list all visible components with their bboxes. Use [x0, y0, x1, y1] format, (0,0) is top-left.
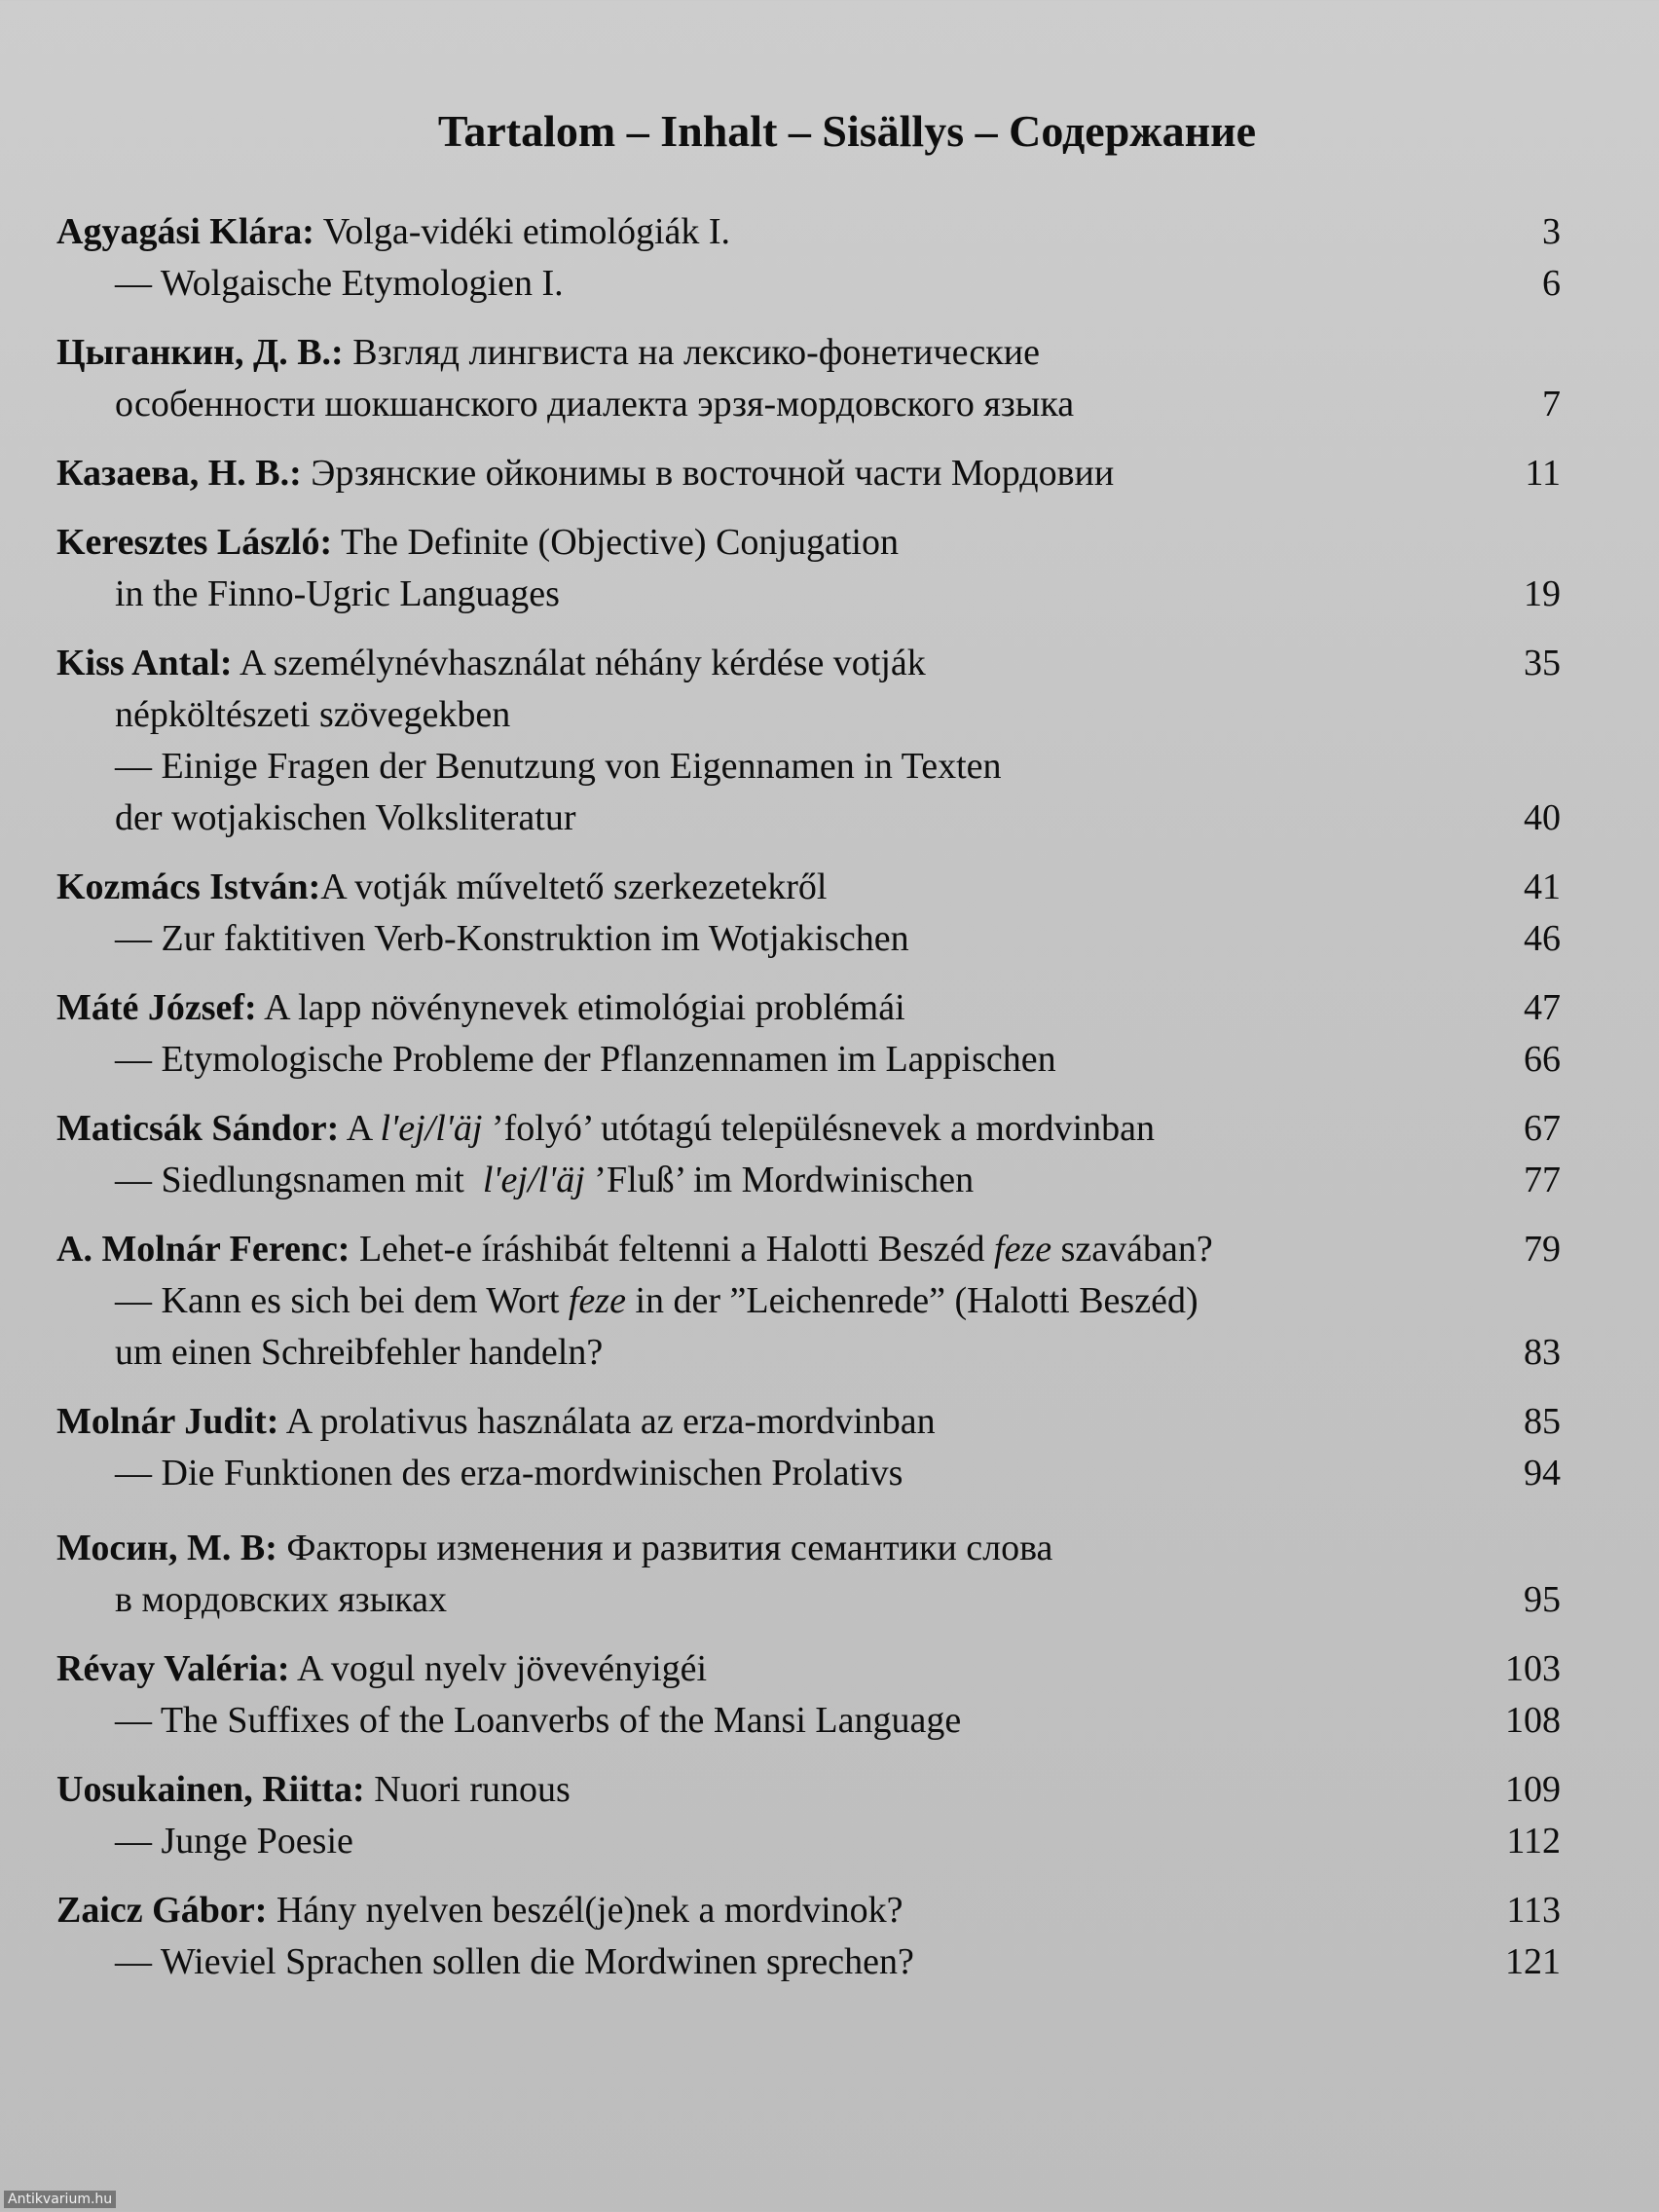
- toc-entry-line: [56, 379, 1561, 430]
- toc-entry-first-line: [56, 1224, 1561, 1275]
- toc-title-text: Факторы изменения и развития семантики слова: [276, 1528, 1053, 1568]
- toc-title-part: — Siedlungsnamen mit: [115, 1160, 483, 1200]
- toc-page-number: 47: [1524, 987, 1561, 1028]
- toc-title-text: ’Fluß’ im Mordwinischen: [584, 1160, 975, 1200]
- toc-page-number: 95: [1524, 1579, 1561, 1620]
- toc-entry-line: [56, 569, 1561, 620]
- toc-title-text: в мордовских языках: [115, 1579, 447, 1620]
- toc-title-text: A prolativus használata az erza-mordvinban: [278, 1401, 936, 1442]
- toc-entry-first-line: [56, 1103, 1561, 1155]
- toc-title-text: особенности шокшанского диалекта эрзя-мордовского языка: [115, 384, 1075, 424]
- toc-page-number: 85: [1524, 1401, 1561, 1442]
- toc-page-number: 67: [1524, 1108, 1561, 1149]
- toc-author: Kiss Antal:: [56, 643, 233, 683]
- toc-entry: [56, 638, 1561, 844]
- toc-entry: [56, 982, 1561, 1086]
- toc-title-text: A személynévhasználat néhány kérdése votják: [232, 643, 926, 683]
- toc-page-number: 112: [1506, 1821, 1561, 1862]
- toc-title-text: — Wolgaische Etymologien I.: [115, 263, 564, 304]
- toc-title-text: A votják műveltető szerkezetekről: [320, 866, 828, 907]
- toc-title-text: népköltészeti szövegekben: [115, 694, 511, 735]
- toc-title-italic: feze: [994, 1229, 1052, 1270]
- toc-page-number: 7: [1542, 384, 1561, 424]
- toc-page-number: 83: [1524, 1332, 1561, 1373]
- toc-entry-line: [56, 1275, 1561, 1327]
- toc-page-number: 109: [1505, 1769, 1561, 1810]
- toc-entry-first-line: [56, 448, 1561, 499]
- toc-entry-line: [56, 1936, 1561, 1988]
- toc-title-text: Volga-vidéki etimológiák I.: [313, 211, 731, 252]
- toc-title-italic: l'ej/l'äj: [482, 1160, 585, 1200]
- toc-entry-line: [56, 1574, 1561, 1626]
- toc-entry: [56, 1103, 1561, 1206]
- toc-entry-first-line: [56, 638, 1561, 689]
- toc-title-text: — The Suffixes of the Loanverbs of the Mansi Language: [115, 1700, 962, 1741]
- toc-entry-first-line: [56, 1764, 1561, 1816]
- toc-page-number: 11: [1525, 453, 1561, 494]
- toc-title-text: — Junge Poesie: [115, 1821, 353, 1862]
- toc-page-number: 103: [1505, 1648, 1561, 1689]
- toc-entry-line: [56, 741, 1561, 793]
- toc-author: Molnár Judit:: [56, 1401, 279, 1442]
- page-title: Tartalom – Inhalt – Sisällys – Содержание: [437, 106, 1257, 156]
- toc-title-text: Hány nyelven beszél(je)nek a mordvinok?: [267, 1890, 903, 1931]
- toc-title-text: Взгляд лингвиста на лексико-фонетические: [343, 332, 1040, 373]
- toc-entry-line: [56, 258, 1561, 310]
- toc-author: Uosukainen, Riitta:: [56, 1769, 365, 1810]
- toc-author: Keresztes László:: [56, 522, 333, 563]
- toc-entry-line: [56, 913, 1561, 965]
- toc-title-part: A: [339, 1108, 381, 1149]
- toc-author: Révay Valéria:: [56, 1648, 290, 1689]
- toc-title-part: — Kann es sich bei dem Wort: [115, 1280, 569, 1321]
- toc-page-number: 35: [1524, 643, 1561, 683]
- toc-title-text: The Definite (Objective) Conjugation: [332, 522, 899, 563]
- toc-page-number: 79: [1524, 1229, 1561, 1270]
- toc-entry: [56, 1885, 1561, 1988]
- toc-entry-line: [56, 1034, 1561, 1086]
- toc-entry-line: [56, 689, 1561, 741]
- toc-entry-line: [56, 1327, 1561, 1379]
- toc-author: Kozmács István:: [56, 866, 321, 907]
- toc-entry-line: [56, 1155, 1561, 1206]
- toc-entry-line: [56, 1695, 1561, 1747]
- toc-author: Máté József:: [56, 987, 257, 1028]
- toc-title-text: — Einige Fragen der Benutzung von Eigennamen in Texten: [115, 746, 1002, 787]
- toc-author: A. Molnár Ferenc:: [56, 1229, 350, 1270]
- toc-entry: [56, 206, 1561, 310]
- site-watermark: Antikvarium.hu: [4, 2191, 116, 2208]
- toc-title-text: der wotjakischen Volksliteratur: [115, 797, 576, 838]
- toc-entry: [56, 1396, 1561, 1499]
- toc-entry-first-line: [56, 1396, 1561, 1448]
- toc-author: Цыганкин, Д. В.:: [56, 332, 344, 373]
- toc-title-text: um einen Schreibfehler handeln?: [115, 1332, 604, 1373]
- toc-author: Maticsák Sándor:: [56, 1108, 340, 1149]
- toc-page-number: 41: [1524, 866, 1561, 907]
- toc-entry: [56, 1523, 1561, 1626]
- toc-entry-first-line: [56, 206, 1561, 258]
- toc-page-number: 3: [1542, 211, 1561, 252]
- toc-title-text: ’folyó’ utótagú településnevek a mordvinban: [482, 1108, 1155, 1149]
- toc-entry: [56, 862, 1561, 965]
- toc-title-text: Эрзянские ойконимы в восточной части Мордовии: [301, 453, 1115, 494]
- toc-author: Zaicz Gábor:: [56, 1890, 268, 1931]
- toc-entry-first-line: [56, 1523, 1561, 1574]
- toc-entry: [56, 1643, 1561, 1747]
- toc-title-text: A vogul nyelv jövevényigéi: [289, 1648, 708, 1689]
- toc-page-number: 94: [1524, 1453, 1561, 1493]
- toc-page-number: 19: [1524, 573, 1561, 614]
- toc-entry-first-line: [56, 1885, 1561, 1936]
- toc-title-italic: feze: [568, 1280, 626, 1321]
- toc-author: Agyagási Klára:: [56, 211, 314, 252]
- toc-entry-first-line: [56, 982, 1561, 1034]
- toc-entry: [56, 448, 1561, 499]
- toc-title-text: in the Finno-Ugric Languages: [115, 573, 560, 614]
- toc-title-text: A lapp növénynevek etimológiai problémái: [256, 987, 905, 1028]
- toc-page-number: 66: [1524, 1039, 1561, 1080]
- toc-page-number: 40: [1524, 797, 1561, 838]
- toc-author: Казаева, Н. В.:: [56, 453, 302, 494]
- toc-entry: [56, 1764, 1561, 1867]
- toc-entry-first-line: [56, 327, 1561, 379]
- toc-entry: [56, 517, 1561, 620]
- table-of-contents: [56, 206, 1561, 1988]
- toc-title-italic: l'ej/l'äj: [380, 1108, 483, 1149]
- toc-title-text: — Wieviel Sprachen sollen die Mordwinen sprechen?: [115, 1941, 914, 1982]
- toc-entry-line: [56, 1816, 1561, 1867]
- toc-page-number: 77: [1524, 1160, 1561, 1200]
- toc-page-number: 113: [1506, 1890, 1561, 1931]
- toc-page-number: 46: [1524, 918, 1561, 959]
- toc-entry-line: [56, 793, 1561, 844]
- toc-title-text: szavában?: [1051, 1229, 1213, 1270]
- toc-page-number: 121: [1505, 1941, 1561, 1982]
- toc-title-part: Lehet-e íráshibát feltenni a Halotti Beszéd: [350, 1229, 995, 1270]
- toc-title-text: Nuori runous: [364, 1769, 571, 1810]
- toc-title-text: — Die Funktionen des erza-mordwinischen Prolativs: [115, 1453, 903, 1493]
- toc-entry-line: [56, 1448, 1561, 1499]
- toc-entry-first-line: [56, 862, 1561, 913]
- toc-title-text: — Etymologische Probleme der Pflanzennamen im Lappischen: [115, 1039, 1056, 1080]
- toc-title-text: in der ”Leichenrede” (Halotti Beszéd): [625, 1280, 1198, 1321]
- toc-page-number: 6: [1542, 263, 1561, 304]
- toc-entry: [56, 1224, 1561, 1379]
- toc-entry-first-line: [56, 1643, 1561, 1695]
- toc-entry-first-line: [56, 517, 1561, 569]
- toc-entry: [56, 327, 1561, 430]
- toc-title-text: — Zur faktitiven Verb-Konstruktion im Wotjakischen: [115, 918, 909, 959]
- toc-author: Мосин, М. В:: [56, 1528, 277, 1568]
- toc-page-number: 108: [1505, 1700, 1561, 1741]
